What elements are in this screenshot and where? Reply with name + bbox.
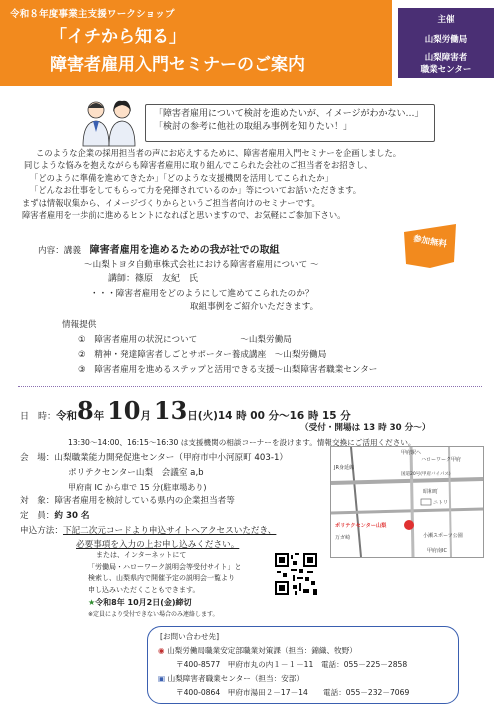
date-month: 10	[107, 396, 141, 425]
free-badge-label: 参加無料	[412, 234, 448, 250]
access-map	[330, 446, 484, 558]
organizer-2a: 山梨障害者	[424, 53, 468, 63]
target-value: 障害者雇用を検討している県内の企業担当者等	[54, 496, 235, 506]
divider	[18, 386, 482, 387]
intro-text	[22, 147, 482, 221]
banner-subtitle: 令和８年度事業主支援ワークショップ	[10, 9, 175, 20]
organizer-box	[398, 8, 494, 78]
intro-line: 同じような悩みを抱えながらも障害者雇用に取り組んでこられた会社のご担当者をお招きし、	[24, 160, 373, 171]
deadline: 令和8年 10月2日(金)締切	[95, 598, 192, 607]
note-line: 検索し、山梨県内で開催予定の説明会一覧より	[88, 574, 235, 582]
note-line: または、インターネットにて	[96, 551, 187, 559]
map-label: 万ガ崎	[335, 535, 351, 541]
capacity-value: 約 30 名	[54, 511, 90, 521]
content-label: 内容：講義	[38, 246, 81, 256]
alt-apply-note	[88, 550, 242, 620]
date-time: (火)14 時 00 分～16 時 15 分	[197, 410, 351, 422]
date-year-unit: 年	[93, 410, 105, 422]
date-label: 日 時：	[20, 412, 57, 422]
mhlw-logo-icon: ◉	[158, 646, 165, 655]
contact-box	[147, 626, 459, 704]
info-item-2: ② 精神・発達障害者しごとサポーター養成講座 ～山梨労働局	[78, 350, 327, 360]
apply-line1: 下記二次元コードより申込サイトへアクセスいただき、	[62, 526, 277, 536]
title-banner	[0, 0, 392, 86]
map-label: 甲府南IC	[427, 548, 447, 554]
venue-name: 山梨職業能力開発促進センター（甲府市中小河原町 403-1）	[54, 453, 289, 463]
map-label: 小瀬スポーツ公園	[423, 533, 463, 539]
intro-line: このような企業の採用担当者の声にお応えするために、障害者雇用入門セミナーを企画しました。	[36, 148, 402, 158]
banner-title-line2: 障害者雇用入門セミナーのご案内	[50, 55, 305, 75]
target-label: 対 象：	[20, 496, 55, 506]
banner-title-line1: 「イチから知る」	[50, 27, 186, 47]
venue-label: 会 場：	[20, 453, 55, 463]
info-label: 情報提供	[62, 320, 97, 330]
intro-line: 障害者雇用を一歩前に進めるヒントになればと思いますので、お気軽にご参加下さい。	[22, 210, 346, 221]
map-label: JR身延線	[334, 465, 354, 471]
contact-heading: [お問い合わせ先]	[160, 632, 220, 641]
venue-room: ポリテクセンター山梨 会議室 a,b	[68, 468, 204, 478]
people-illustration	[78, 96, 140, 148]
date-era: 令和	[56, 410, 78, 422]
speech-box	[145, 104, 435, 142]
map-label: 昭和町	[423, 489, 439, 495]
intro-line: まずは情報収集から、イメージづくりからというご担当者向けのセミナーです。	[22, 197, 320, 208]
map-label: ポリテクセンター山梨	[335, 523, 387, 529]
contact1-address: 〒400-8577 甲府市丸の内１－１－11 電話：055－225－2858	[176, 660, 408, 669]
apply-label: 申込方法：	[20, 526, 63, 536]
contact2-address: 〒400-0864 甲府市湯田２－17－14 電話：055－232－7069	[176, 688, 410, 697]
star-icon: ★	[88, 598, 96, 607]
organizer-1: 山梨労働局	[424, 35, 468, 45]
capacity-label: 定 員：	[20, 511, 55, 521]
info-item-3: ③ 障害者雇用を進めるステップと活用できる支援～山梨障害者職業センター	[78, 365, 378, 375]
organizer-2b: 職業センター	[420, 65, 472, 75]
question-2: 取組事例をご紹介いただきます。	[190, 302, 319, 312]
apply-line2: 必要事項を入力の上お申し込みください。	[76, 540, 240, 550]
intro-line: 「どのように準備を進めてきたか」「どのような支援機関を活用してこられたか」	[30, 172, 333, 183]
date-year: 8	[77, 396, 94, 425]
speech-line2: 「検討の参考に他社の取組み事例を知りたい！」	[154, 122, 353, 132]
lecturer: 講師：篠原 友紀 氏	[108, 274, 199, 284]
map-label: ハローワーク甲府	[421, 457, 462, 463]
map-label: 甲府駅へ	[401, 450, 422, 456]
date-day: 13	[153, 396, 188, 425]
organizer-heading: 主催	[437, 15, 455, 25]
map-label: ニトリ	[433, 500, 449, 506]
qr-code[interactable]	[275, 553, 317, 595]
date-line	[20, 396, 351, 425]
contact1-name: 山梨労働局職業安定部職業対策課（担当：	[167, 646, 312, 655]
jeed-logo-icon: ▣	[158, 674, 166, 683]
note-line: 申し込みいただくこともできます。	[88, 585, 200, 594]
question-1: ・・・障害者雇用をどのようにして進めてこられたのか？	[90, 289, 314, 299]
lecture-title: 障害者雇用を進めるための我が社での取組	[89, 245, 280, 256]
consult-note: 13:30～14:00、16:15～16:30 は支援機関の相談コーナーを設けます。情報交換にご活用ください。	[68, 438, 416, 447]
map-label: 国道20号(甲府バイパス)	[401, 472, 451, 477]
deadline-note: ※定員により受付できない場合のみ連絡します。	[88, 610, 219, 618]
intro-line: 「どんなお仕事をしてもらって力を発揮されているのか」等についてお話いただきます。	[30, 185, 362, 196]
date-month-unit: 月	[140, 410, 151, 422]
reception: （受付・開場は 13 時 30 分～）	[300, 423, 431, 433]
contact2-name: 山梨障害者職業センター（担当：安部）	[167, 674, 304, 683]
contact1-staff: 錦織、牧野）	[311, 646, 357, 655]
lecture-subtitle: ～山梨トヨタ自動車株式会社における障害者雇用について ～	[84, 260, 319, 270]
info-item-1: ① 障害者雇用の状況について ～山梨労働局	[78, 335, 292, 345]
venue-access: 甲府南 IC から車で 15 分(駐車場あり)	[68, 483, 207, 492]
date-day-unit: 日	[187, 410, 198, 422]
speech-line1: 「障害者雇用について検討を進めたいが、イメージがわかない…」	[154, 109, 424, 119]
note-line: 「労働局・ハローワーク説明会等受付サイト」と	[88, 562, 242, 571]
